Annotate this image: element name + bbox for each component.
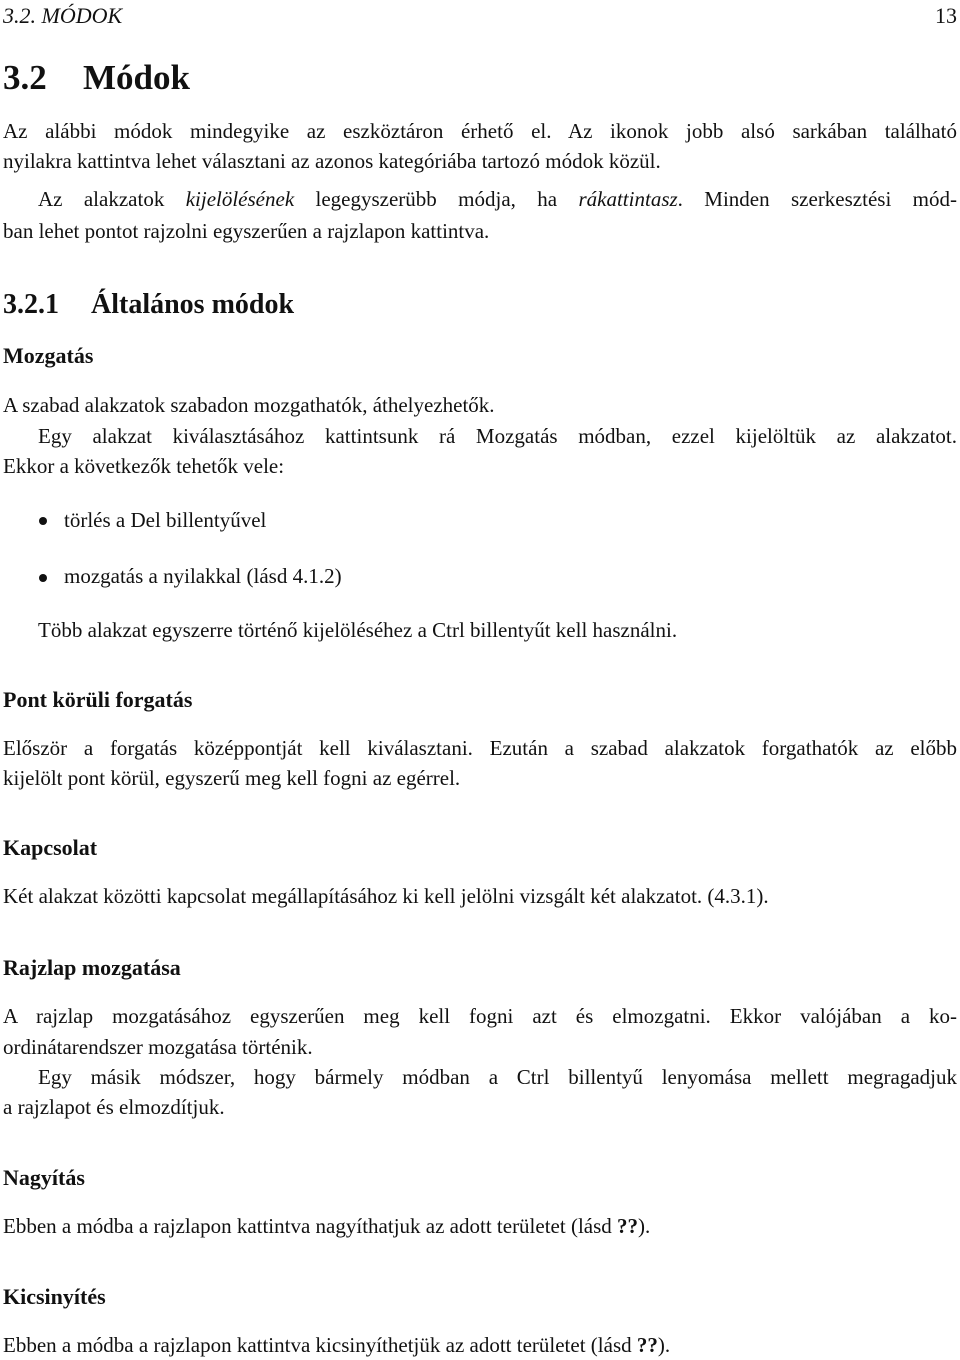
forgatas-line-2: kijelölt pont körül, egyszerű meg kell fogni az egérrel.: [3, 766, 461, 790]
nagyitas-text-a: Ebben a módba a rajzlapon kattintva nagyíthatjuk az adott területet (lásd: [3, 1214, 618, 1238]
heading-rajzlap: Rajzlap mozgatása: [3, 955, 181, 980]
intro-line-3-part-c: . Minden szerkesztési mód-: [677, 187, 957, 211]
intro-line-2: nyilakra kattintva lehet választani az azonos kategóriába tartozó módok közül.: [3, 149, 661, 173]
mozgatas-line-3: Ekkor a következők tehetők vele:: [3, 454, 285, 478]
nagyitas-text-b: ).: [638, 1214, 651, 1238]
section-title: [3, 58, 190, 98]
rajzlap-line-1: A rajzlap mozgatásához egyszerűen meg kell fogni azt és elmozgatni. Ekkor valójában a ko-: [3, 1004, 957, 1028]
nagyitas-ref: ??: [617, 1214, 639, 1238]
subsection-number: 3.2.1: [3, 289, 59, 320]
heading-kapcsolat: Kapcsolat: [3, 835, 98, 860]
kicsinyites-text: [3, 1330, 670, 1360]
kicsinyites-ref: ??: [636, 1333, 658, 1357]
intro-line-4: ban lehet pontot rajzolni egyszerűen a rajzlapon kattintva.: [3, 219, 490, 243]
kicsinyites-text-b: ).: [657, 1333, 671, 1357]
rajzlap-line-3: Egy másik módszer, hogy bármely módban a Ctrl billentyű lenyomása mellett megragadjuk: [38, 1065, 957, 1089]
intro-term-kijeloles: kijelölésének: [185, 187, 295, 211]
section-title-text: Módok: [83, 58, 190, 97]
running-header: [3, 3, 957, 29]
intro-line-3-part-b: legegyszerübb módja, ha: [294, 187, 579, 211]
section-number: 3.2: [3, 58, 47, 97]
intro-line-3-part-a: Az alakzatok: [38, 187, 186, 211]
rajzlap-line-4: a rajzlapot és elmozdítjuk.: [3, 1095, 225, 1119]
forgatas-line-1: Először a forgatás középpontját kell kiválasztani. Ezután a szabad alakzatok forgathatók az előbb: [3, 736, 957, 760]
page-number: 13: [935, 3, 957, 28]
kicsinyites-text-a: Ebben a módba a rajzlapon kattintva kicsinyíthetjük az adott területet (lásd: [3, 1333, 637, 1357]
nagyitas-text: [3, 1211, 650, 1241]
intro-line-1: Az alábbi módok mindegyike az eszköztáron érhető el. Az ikonok jobb alsó sarkában található: [3, 119, 957, 143]
subsection-title-text: Általános módok: [91, 289, 295, 320]
bullet-item-torles: törlés a Del billentyűvel: [64, 508, 267, 532]
mozgatas-after: Több alakzat egyszerre történő kijelöléséhez a Ctrl billentyűt kell használni.: [38, 618, 678, 642]
bullet-dot-icon: [39, 574, 47, 582]
intro-line-3: [38, 184, 957, 214]
heading-kicsinyites: Kicsinyítés: [3, 1284, 106, 1309]
heading-nagyitas: Nagyítás: [3, 1165, 85, 1190]
intro-term-rakattintasz: rákattintasz: [578, 187, 678, 211]
kapcsolat-text: Két alakzat közötti kapcsolat megállapításához ki kell jelölni vizsgált két alakzatot. (4.3.1).: [3, 884, 769, 908]
mozgatas-line-1: A szabad alakzatok szabadon mozgathatók, áthelyezhetők.: [3, 393, 495, 417]
mozgatas-line-2: Egy alakzat kiválasztásához kattintsunk rá Mozgatás módban, ezzel kijelöltük az alakzatot.: [38, 424, 957, 448]
subsection-title: [3, 288, 294, 322]
heading-mozgatas: Mozgatás: [3, 343, 94, 368]
bullet-item-mozgatas: mozgatás a nyilakkal (lásd 4.1.2): [64, 564, 342, 588]
bullet-dot-icon: [39, 517, 47, 525]
rajzlap-line-2: ordinátarendszer mozgatása történik.: [3, 1035, 313, 1059]
heading-forgatas: Pont körüli forgatás: [3, 687, 193, 712]
running-title: 3.2. MÓDOK: [3, 3, 123, 28]
